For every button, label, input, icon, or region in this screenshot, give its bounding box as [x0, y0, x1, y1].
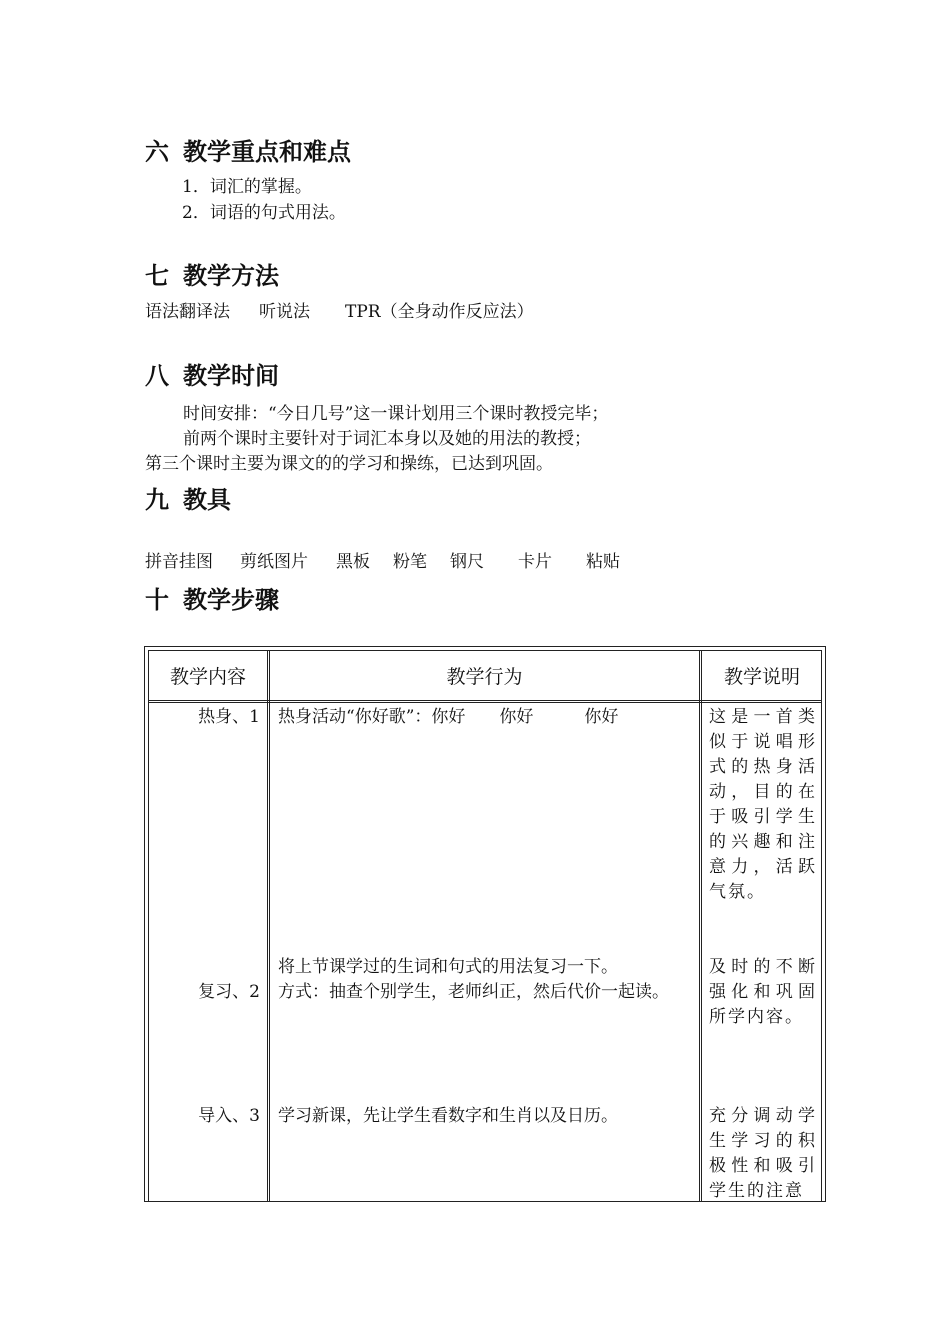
- row-content-intro: 导入、3: [198, 1106, 260, 1126]
- row-action-warmup: 热身活动“你好歌”：你好 你好 你好: [278, 707, 619, 727]
- method-grammar-translation: 语法翻译法: [145, 302, 230, 322]
- header-divider: [148, 702, 822, 703]
- column-divider: [701, 650, 702, 1202]
- section-heading-7: 七 教学方法: [145, 262, 279, 290]
- tool-item: 粉笔: [393, 552, 427, 572]
- column-divider: [267, 650, 268, 1202]
- section-heading-6: 六 教学重点和难点: [145, 138, 351, 166]
- row-action-intro: 学习新课，先让学生看数字和生肖以及日历。: [278, 1106, 618, 1126]
- tool-item: 卡片: [518, 552, 552, 572]
- section-heading-9: 九 教具: [145, 486, 231, 514]
- tool-item: 拼音挂图: [145, 552, 213, 572]
- row-action-review-line: 方式：抽查个别学生，老师纠正，然后代价一起读。: [278, 982, 669, 1002]
- tool-item: 黑板: [336, 552, 370, 572]
- method-tpr: TPR（全身动作反应法）: [345, 302, 534, 322]
- row-content-review: 复习、2: [198, 982, 260, 1002]
- key-point-2: 2．词语的句式用法。: [182, 203, 346, 223]
- tool-item: 钢尺: [450, 552, 484, 572]
- tool-item: 剪纸图片: [240, 552, 308, 572]
- section-heading-8: 八 教学时间: [145, 362, 279, 390]
- header-action: 教学行为: [446, 666, 523, 688]
- time-line-2: 前两个课时主要针对于词汇本身以及她的用法的教授；: [183, 429, 591, 449]
- column-divider: [699, 650, 700, 1202]
- tool-item: 粘贴: [586, 552, 620, 572]
- section-heading-10: 十 教学步骤: [145, 586, 279, 614]
- time-line-1: 时间安排：“今日几号”这一课计划用三个课时教授完毕；: [183, 404, 609, 424]
- row-action-review-line: 将上节课学过的生词和句式的用法复习一下。: [278, 957, 618, 977]
- header-note: 教学说明: [723, 666, 800, 688]
- row-note-intro: 充分调动学生学习的积极性和吸引学生的注意: [709, 1106, 817, 1201]
- header-content: 教学内容: [169, 666, 246, 688]
- row-note-review: 及时的不断强化和巩固所学内容。: [709, 957, 817, 1027]
- method-audio-lingual: 听说法: [259, 302, 310, 322]
- row-note-warmup: 这是一首类似于说唱形式的热身活动，目的在于吸引学生的兴趣和注意力，活跃气氛。: [709, 707, 817, 902]
- time-line-3: 第三个课时主要为课文的的学习和操练，已达到巩固。: [145, 454, 553, 474]
- column-divider: [269, 650, 270, 1202]
- row-content-warmup: 热身、1: [198, 707, 260, 727]
- key-point-1: 1．词汇的掌握。: [182, 177, 312, 197]
